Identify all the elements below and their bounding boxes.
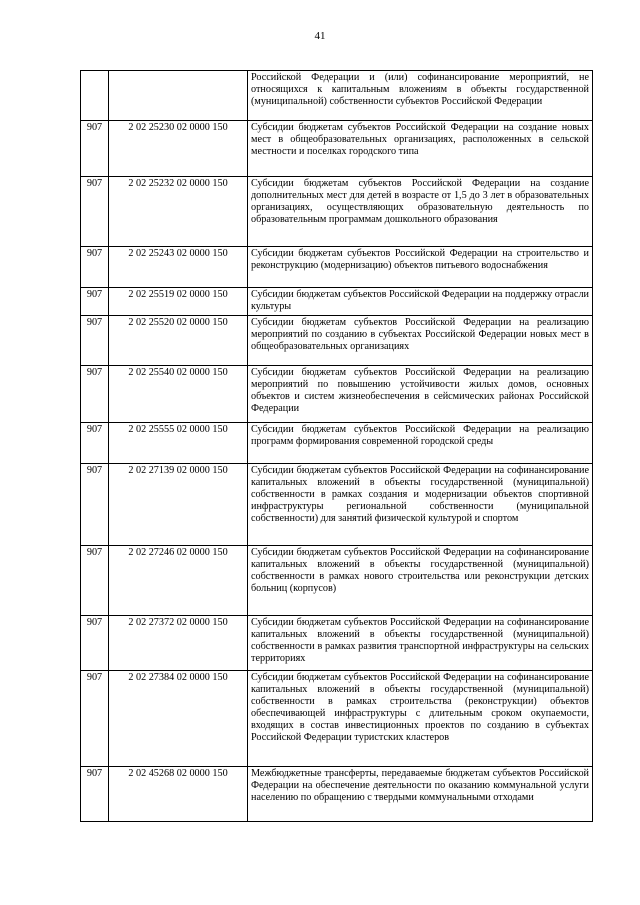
administrator-code: 907 (81, 288, 109, 316)
table-row (81, 71, 593, 121)
budget-classification-code: 2 02 25232 02 0000 150 (109, 177, 248, 247)
budget-classification-code: 2 02 27384 02 0000 150 (109, 671, 248, 767)
page-number: 41 (314, 30, 326, 42)
budget-classification-code (109, 71, 248, 121)
revenue-description: Российской Федерации и (или) софинансирование мероприятий, не относящихся к капитальным вложениям в объекты государственной (муниципальной) собственности субъектов Российской Федерации (248, 71, 593, 121)
budget-classification-code: 2 02 25230 02 0000 150 (109, 121, 248, 177)
table-row (81, 423, 593, 464)
table-row (81, 366, 593, 423)
budget-classification-code: 2 02 27246 02 0000 150 (109, 546, 248, 616)
revenue-description: Субсидии бюджетам субъектов Российской Федерации на реализацию мероприятий по созданию в субъектах Российской Федерации новых мест в общеобразовательных организациях (248, 316, 593, 366)
budget-classification-code: 2 02 27372 02 0000 150 (109, 616, 248, 671)
table-row (81, 316, 593, 366)
revenue-description: Субсидии бюджетам субъектов Российской Федерации на создание дополнительных мест для детей в возрасте от 1,5 до 3 лет в образовательных организациях, осуществляющих образовательную деятельность по образовательным программам дошкольного образования (248, 177, 593, 247)
administrator-code: 907 (81, 177, 109, 247)
revenue-description: Субсидии бюджетам субъектов Российской Федерации на реализацию мероприятий по повышению устойчивости жилых домов, основных объектов и систем жизнеобеспечения в сейсмических районах Российской Федерации (248, 366, 593, 423)
administrator-code: 907 (81, 366, 109, 423)
administrator-code: 907 (81, 121, 109, 177)
administrator-code: 907 (81, 767, 109, 822)
revenue-description: Субсидии бюджетам субъектов Российской Федерации на строительство и реконструкцию (модернизацию) объектов питьевого водоснабжения (248, 247, 593, 288)
administrator-code: 907 (81, 247, 109, 288)
budget-classification-code: 2 02 45268 02 0000 150 (109, 767, 248, 822)
table-row (81, 464, 593, 546)
revenue-description: Субсидии бюджетам субъектов Российской Федерации на софинансирование капитальных вложений в объекты государственной (муниципальной) собственности в рамках создания и модернизации объектов спортивной инфраструктуры региональной собственности (муниципальной собственности) для занятий физической культурой и спортом (248, 464, 593, 546)
table-row (81, 671, 593, 767)
budget-classification-code: 2 02 25520 02 0000 150 (109, 316, 248, 366)
table-row (81, 616, 593, 671)
table-row (81, 767, 593, 822)
budget-classification-code: 2 02 25519 02 0000 150 (109, 288, 248, 316)
budget-code-table (80, 70, 593, 822)
administrator-code: 907 (81, 671, 109, 767)
administrator-code: 907 (81, 546, 109, 616)
revenue-description: Межбюджетные трансферты, передаваемые бюджетам субъектов Российской Федерации на обеспечение деятельности по оказанию коммунальной услуги населению по обращению с твердыми коммунальными отходами (248, 767, 593, 822)
revenue-description: Субсидии бюджетам субъектов Российской Федерации на софинансирование капитальных вложений в объекты государственной (муниципальной) собственности в рамках нового строительства или реконструкции детских больниц (корпусов) (248, 546, 593, 616)
table-row (81, 247, 593, 288)
budget-classification-code: 2 02 25555 02 0000 150 (109, 423, 248, 464)
table-row (81, 546, 593, 616)
revenue-description: Субсидии бюджетам субъектов Российской Федерации на софинансирование капитальных вложений в объекты государственной (муниципальной) собственности в рамках развития транспортной инфраструктуры на сельских территориях (248, 616, 593, 671)
table-row (81, 288, 593, 316)
administrator-code: 907 (81, 423, 109, 464)
revenue-description: Субсидии бюджетам субъектов Российской Федерации на создание новых мест в общеобразовательных организациях, расположенных в сельской местности и поселках городского типа (248, 121, 593, 177)
budget-classification-code: 2 02 25540 02 0000 150 (109, 366, 248, 423)
administrator-code: 907 (81, 464, 109, 546)
budget-classification-code: 2 02 27139 02 0000 150 (109, 464, 248, 546)
administrator-code: 907 (81, 616, 109, 671)
revenue-description: Субсидии бюджетам субъектов Российской Федерации на поддержку отрасли культуры (248, 288, 593, 316)
table-row (81, 121, 593, 177)
table-row (81, 177, 593, 247)
administrator-code (81, 71, 109, 121)
budget-classification-code: 2 02 25243 02 0000 150 (109, 247, 248, 288)
administrator-code: 907 (81, 316, 109, 366)
revenue-description: Субсидии бюджетам субъектов Российской Федерации на софинансирование капитальных вложений в объекты государственной (муниципальной) собственности в рамках строительства (реконструкции) объектов обеспечивающей инфраструктуры с длительным сроком окупаемости, входящих в состав инвестиционных проектов по созданию в субъектах Российской Федерации туристских кластеров (248, 671, 593, 767)
revenue-description: Субсидии бюджетам субъектов Российской Федерации на реализацию программ формирования современной городской среды (248, 423, 593, 464)
